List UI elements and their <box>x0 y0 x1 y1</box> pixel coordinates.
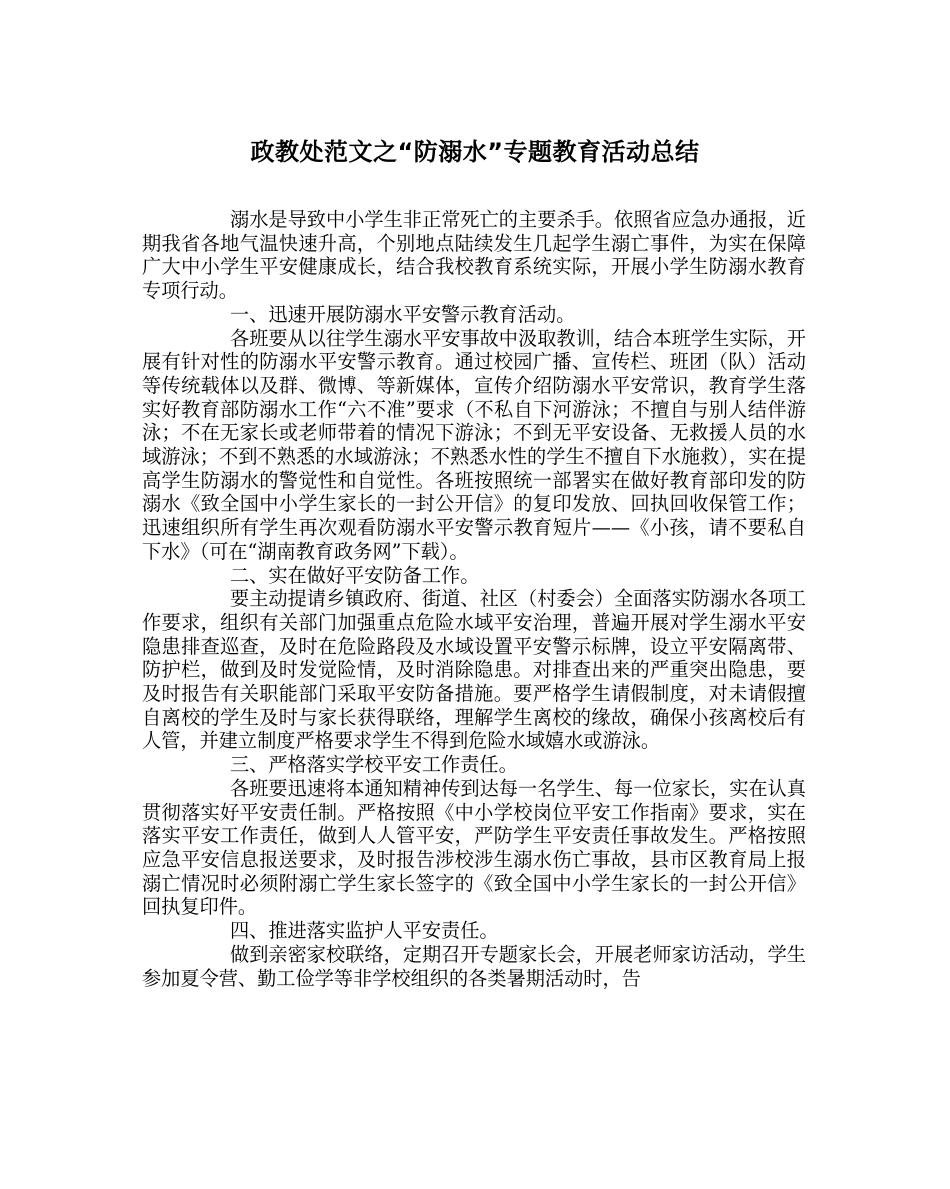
document-title: 政教处范文之“防溺水”专题教育活动总结 <box>250 138 700 166</box>
section-heading-3: 三、严格落实学校平安工作责任。 <box>230 753 518 777</box>
section-heading-2: 二、实在做好平安防备工作。 <box>230 563 480 587</box>
paragraph-section-3: 各班要迅速将本通知精神传到达每一名学生、每一位家长，实在认真贯彻落实好平安责任制。严格按照《中小学校岗位平安工作指南》要求，实在落实平安工作责任，做到人人管平安，严防学生平安责任事故发生。严格按照应急平安信息报送要求，及时报告涉校涉生溺水伤亡事故，县市区教育局上报溺亡情况时必须附溺亡学生家长签字的《致全国中小学生家长的一封公开信》回执复印件。 <box>142 776 806 919</box>
paragraph-section-4: 做到亲密家校联络，定期召开专题家长会，开展老师家访活动，学生参加夏令营、勤工俭学等非学校组织的各类暑期活动时，告 <box>142 942 806 990</box>
section-heading-4: 四、推进落实监护人平安责任。 <box>230 919 499 943</box>
paragraph-section-1: 各班要从以往学生溺水平安事故中汲取教训，结合本班学生实际，开展有针对性的防溺水平安警示教育。通过校园广播、宣传栏、班团（队）活动等传统载体以及群、微博、等新媒体，宣传介绍防溺水平安常识，教育学生落实好教育部防溺水工作“六不准”要求（不私自下河游泳；不擅自与别人结伴游泳；不在无家长或老师带着的情况下游泳；不到无平安设备、无救援人员的水域游泳；不到不熟悉的水域游泳；不熟悉水性的学生不擅自下水施救），实在提高学生防溺水的警觉性和自觉性。各班按照统一部署实在做好教育部印发的防溺水《致全国中小学生家长的一封公开信》的复印发放、回执回收保管工作；迅速组织所有学生再次观看防溺水平安警示教育短片——《小孩，请不要私自下水》（可在“湖南教育政务网”下载）。 <box>142 326 806 563</box>
paragraph-intro: 溺水是导致中小学生非正常死亡的主要杀手。依照省应急办通报，近期我省各地气温快速升高，个别地点陆续发生几起学生溺亡事件，为实在保障广大中小学生平安健康成长，结合我校教育系统实际，开展小学生防溺水教育专项行动。 <box>142 208 806 303</box>
paragraph-section-2: 要主动提请乡镇政府、街道、社区（村委会）全面落实防溺水各项工作要求，组织有关部门加强重点危险水域平安治理，普遍开展对学生溺水平安隐患排查巡查，及时在危险路段及水域设置平安警示标牌，设立平安隔离带、防护栏，做到及时发觉险情，及时消除隐患。对排查出来的严重突出隐患，要及时报告有关职能部门采取平安防备措施。要严格学生请假制度，对未请假擅自离校的学生及时与家长获得联络，理解学生离校的缘故，确保小孩离校后有人管，并建立制度严格要求学生不得到危险水域嬉水或游泳。 <box>142 587 806 753</box>
section-heading-1: 一、迅速开展防溺水平安警示教育活动。 <box>230 302 576 326</box>
document-body <box>142 208 806 990</box>
